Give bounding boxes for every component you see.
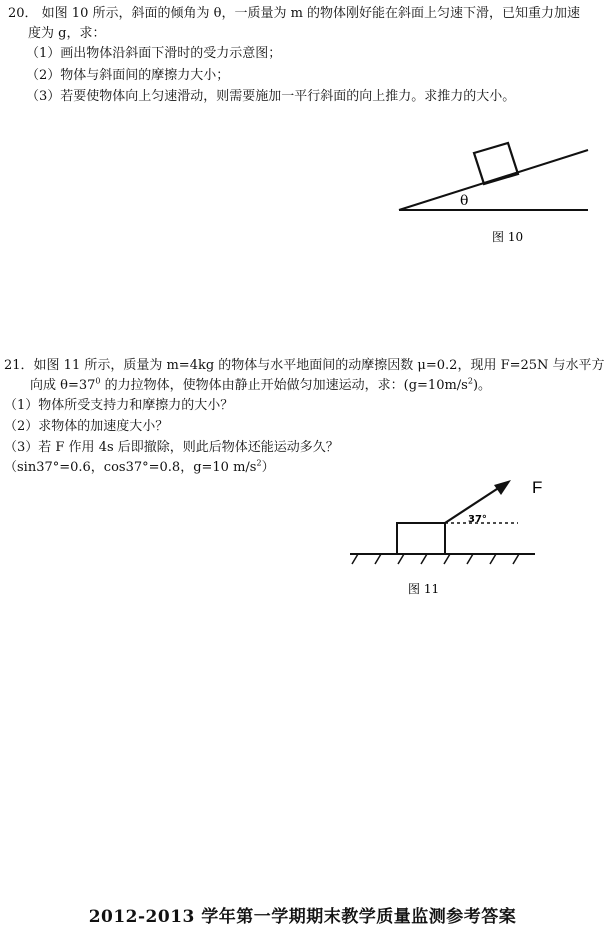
angle-37-label: 37° bbox=[468, 514, 487, 525]
p21-line1: 21．如图 11 所示，质量为 m=4kg 的物体与水平地面间的动摩擦因数 μ=0.2，现用 F=25N 与水平方 bbox=[4, 358, 605, 373]
p20-q1: （1）画出物体沿斜面下滑时的受力示意图； bbox=[26, 46, 282, 61]
figure-11-caption: 图 11 bbox=[408, 582, 440, 596]
p21-q3: （3）若 F 作用 4s 后即撤除，则此后物体还能运动多久？ bbox=[4, 440, 339, 455]
p20-line1: 20． 如图 10 所示，斜面的倾角为 θ，一质量为 m 的物体刚好能在斜面上匀速下滑，已知重力加速 bbox=[8, 6, 581, 21]
p20-q3: （3）若要使物体向上匀速滑动，则需要施加一平行斜面的向上推力。求推力的大小。 bbox=[26, 89, 516, 104]
p21-given: （sin37°=0.6，cos37°=0.8，g=10 $m/s^2$） bbox=[4, 458, 275, 475]
p21-q2: （2）求物体的加速度大小？ bbox=[4, 419, 169, 434]
ground-hatching bbox=[352, 554, 519, 564]
force-f-label: F bbox=[532, 478, 543, 497]
figure-10-caption: 图 10 bbox=[492, 230, 524, 244]
p21-q1: （1）物体所受支持力和摩擦力的大小？ bbox=[4, 398, 234, 413]
block-on-ground bbox=[397, 523, 445, 554]
p21-line2: 向成 $\theta=37^0$ 的力拉物体，使物体由静止开始做匀加速运动，求：$(g=10m/s^2)$。 bbox=[30, 376, 492, 393]
p20-line2: 度为 g，求： bbox=[28, 26, 106, 41]
answer-key-title: 2012-2013 学年第一学期期末教学质量监测参考答案 bbox=[88, 907, 517, 927]
p20-q2: （2）物体与斜面间的摩擦力大小； bbox=[26, 68, 230, 83]
force-arrow-head bbox=[494, 480, 511, 495]
angle-theta-label: θ bbox=[460, 193, 469, 209]
